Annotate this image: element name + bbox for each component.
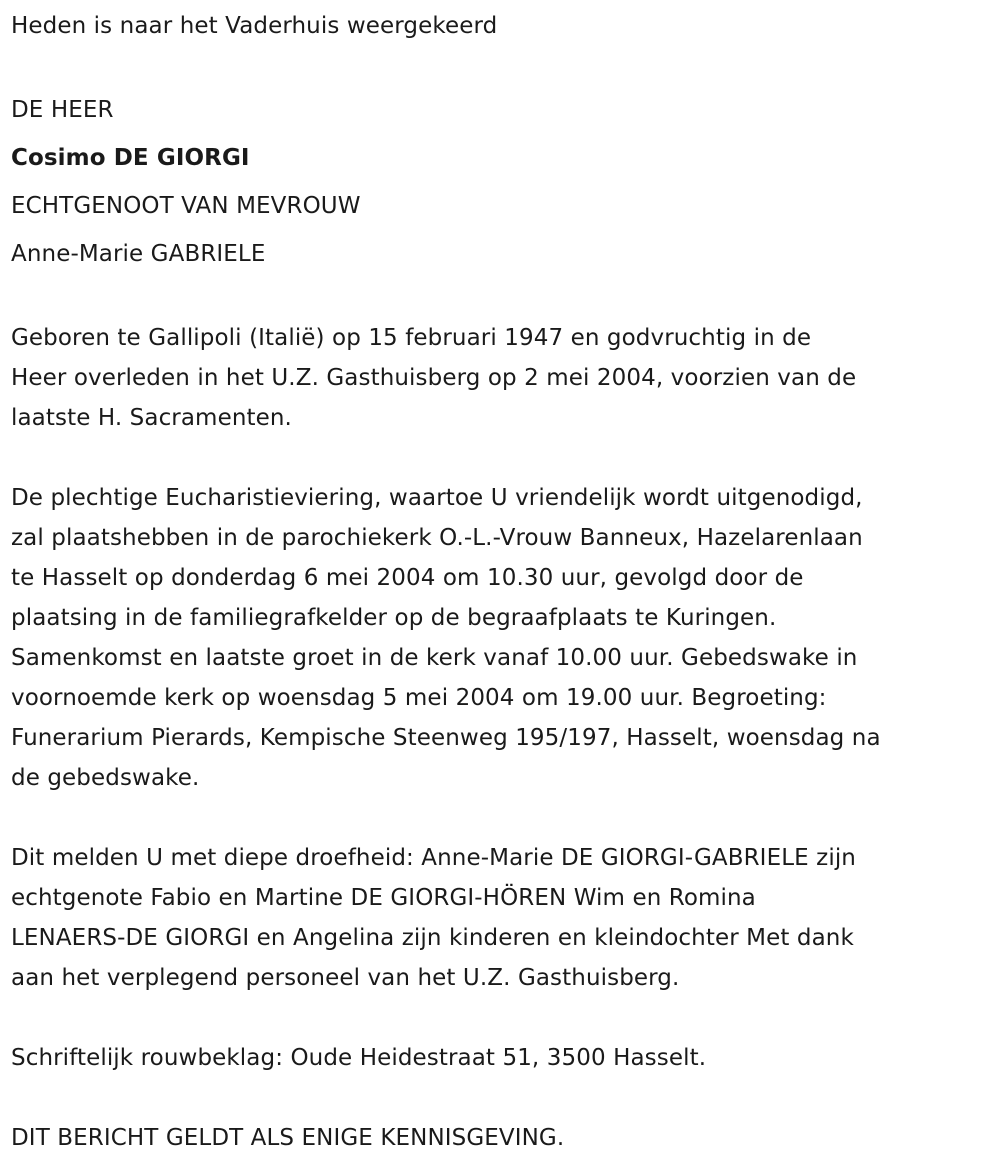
paragraph-line: De plechtige Eucharistieviering, waartoe U vriendelijk wordt uitgenodigd, xyxy=(11,485,863,511)
spacer xyxy=(11,1078,995,1118)
paragraph-line: te Hasselt op donderdag 6 mei 2004 om 10.30 uur, gevolgd door de xyxy=(11,565,804,591)
family-paragraph xyxy=(11,838,995,998)
condolence-address: Schriftelijk rouwbeklag: Oude Heidestraat 51, 3500 Hasselt. xyxy=(11,1045,707,1071)
paragraph-line: laatste H. Sacramenten. xyxy=(11,405,292,431)
notice-line: DIT BERICHT GELDT ALS ENIGE KENNISGEVING. xyxy=(11,1125,565,1151)
paragraph-line: zal plaatshebben in de parochiekerk O.-L.-Vrouw Banneux, Hazelarenlaan xyxy=(11,525,863,551)
paragraph-line: Funerarium Pierards, Kempische Steenweg 195/197, Hasselt, woensdag na xyxy=(11,725,881,751)
salutation: DE HEER xyxy=(11,97,114,123)
paragraph-line: LENAERS-DE GIORGI en Angelina zijn kinderen en kleindochter Met dank xyxy=(11,925,854,951)
spacer xyxy=(11,438,995,478)
paragraph-line: Dit melden U met diepe droefheid: Anne-Marie DE GIORGI-GABRIELE zijn xyxy=(11,845,856,871)
ceremony-paragraph xyxy=(11,478,995,798)
paragraph-line: de gebedswake. xyxy=(11,765,200,791)
intro-line: Heden is naar het Vaderhuis weergekeerd xyxy=(11,13,498,39)
spacer xyxy=(11,278,995,318)
paragraph-line: Samenkomst en laatste groet in de kerk vanaf 10.00 uur. Gebedswake in xyxy=(11,645,858,671)
paragraph-line: Heer overleden in het U.Z. Gasthuisberg op 2 mei 2004, voorzien van de xyxy=(11,365,857,391)
spacer xyxy=(11,798,995,838)
birth-death-paragraph xyxy=(11,318,995,438)
paragraph-line: voornoemde kerk op woensdag 5 mei 2004 om 19.00 uur. Begroeting: xyxy=(11,685,827,711)
obituary-notice xyxy=(11,6,995,1158)
spouse-name: Anne-Marie GABRIELE xyxy=(11,241,266,267)
deceased-name: Cosimo DE GIORGI xyxy=(11,145,250,171)
paragraph-line: plaatsing in de familiegrafkelder op de begraafplaats te Kuringen. xyxy=(11,605,777,631)
spacer xyxy=(11,46,995,86)
paragraph-line: Geboren te Gallipoli (Italië) op 15 februari 1947 en godvruchtig in de xyxy=(11,325,812,351)
spacer xyxy=(11,998,995,1038)
paragraph-line: aan het verplegend personeel van het U.Z. Gasthuisberg. xyxy=(11,965,680,991)
spouse-label: ECHTGENOOT VAN MEVROUW xyxy=(11,193,361,219)
paragraph-line: echtgenote Fabio en Martine DE GIORGI-HÖREN Wim en Romina xyxy=(11,885,756,911)
